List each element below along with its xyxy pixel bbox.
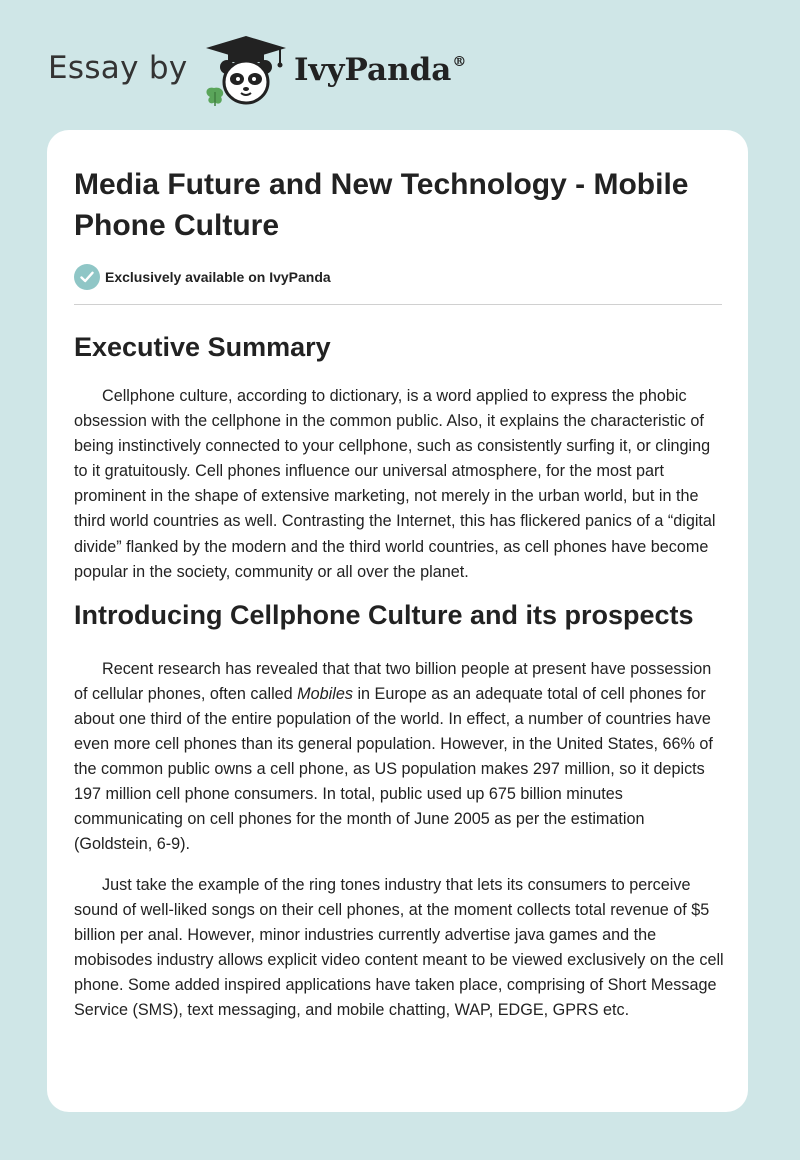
exclusive-badge	[74, 263, 722, 291]
registered-mark: ®	[452, 54, 467, 70]
paragraph-intro-1-text-b: in Europe as an adequate total of cell phones for about one third of the entire population of the world. In effect, a number of countries have even more cell phones than its general population. However, in the United States, 66% of the common public owns a cell phone, as US population makes 297 million, so it depicts 197 million cell phone consumers. In total, public used up 675 billion minutes communicating on cell phones for the month of June 2005 as per the estimation (Goldstein, 6-9).	[74, 684, 713, 854]
essay-by-label: Essay by	[48, 50, 188, 86]
title-divider	[74, 304, 722, 305]
brand-name-text[interactable]: IvyPanda	[294, 52, 452, 88]
panda-graduate-logo-icon[interactable]	[200, 34, 292, 108]
essay-card	[47, 130, 748, 1112]
site-header	[0, 0, 800, 130]
paragraph-intro-1	[74, 657, 726, 858]
paragraph-intro-2: Just take the example of the ring tones industry that lets its consumers to perceive sound of well-liked songs on their cell phones, at the moment collects total revenue of $5 billion per anal. However, minor industries currently advertise java games and the mobisodes industry allows explicit video content meant to be viewed exclusively on the cell phone. Some added inspired applications have taken place, comprising of Short Message Service (SMS), text messaging, and mobile chatting, WAP, EDGE, GPRS etc.	[74, 875, 724, 1019]
brand-name[interactable]	[294, 52, 466, 88]
exclusive-badge-label: Exclusively available on IvyPanda	[105, 269, 331, 285]
paragraph-intro-1-text-a: Recent research has revealed that that two billion people at present have possession of cellular phones, often called	[74, 659, 712, 703]
emphasis-mobiles: Mobiles	[297, 684, 353, 703]
section-heading-introducing-cellphone-culture: Introducing Cellphone Culture and its prospects	[74, 599, 694, 630]
section-heading-executive-summary: Executive Summary	[74, 332, 331, 362]
page-title: Media Future and New Technology - Mobile Phone Culture	[74, 168, 689, 242]
check-icon	[74, 264, 100, 290]
paragraph-executive-summary: Cellphone culture, according to dictionary, is a word applied to express the phobic obsession with the cellphone in the common public. Also, it explains the characteristic of being instinctively connected to your cellphone, such as consistently surfing it, or clinging to it gratuitously. Cell phones influence our universal atmosphere, for the most part prominent in the shape of extensive marketing, not merely in the urban world, but in the third world countries as well. Contrasting the Internet, this has flickered panics of a “digital divide” flanked by the modern and the third world countries, as cell phones have become popular in the society, community or all over the planet.	[74, 387, 716, 581]
